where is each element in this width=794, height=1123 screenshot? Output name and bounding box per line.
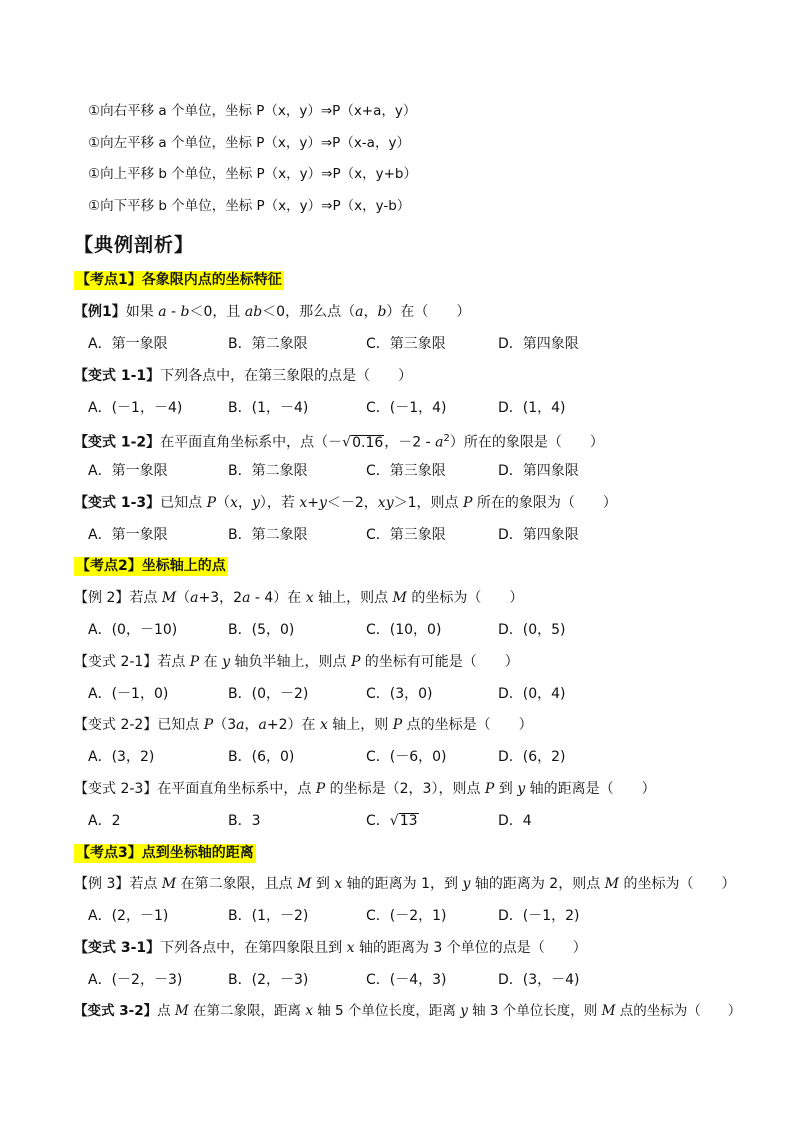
q-text: ）所在的象限是（ ） <box>449 434 604 451</box>
option-d[interactable]: D．第四象限 <box>498 527 579 543</box>
q-text: 轴的距离是（ ） <box>525 781 656 797</box>
topic-1-heading <box>74 270 284 290</box>
option-b[interactable]: B．第二象限 <box>228 463 308 479</box>
q-text: 已知点 <box>160 495 207 511</box>
option-d[interactable]: D．(0，4) <box>498 686 566 702</box>
example-1-options <box>88 334 728 354</box>
q-var: a <box>355 304 364 320</box>
variant-3-1-label: 【变式 3-1】 <box>74 940 161 956</box>
q-text: 若点 <box>129 876 162 892</box>
q-text: ＜0，那么点（ <box>262 304 356 320</box>
q-var: M <box>601 1003 616 1019</box>
q-text: 的坐标有可能是（ ） <box>360 654 519 670</box>
option-b[interactable]: B．3 <box>228 813 261 829</box>
q-text: - 4）在 <box>250 590 306 606</box>
q-text: 轴上，则 <box>327 717 393 733</box>
q-var: M <box>161 876 177 892</box>
sqrt-radicand: 13 <box>399 813 418 829</box>
q-var: x <box>305 1003 313 1019</box>
q-var: P <box>189 654 200 670</box>
option-a[interactable]: A．第一象限 <box>88 463 168 479</box>
option-a[interactable]: A．(2，－1) <box>88 908 169 924</box>
variant-1-3-options <box>88 525 728 545</box>
variant-3-1-question <box>74 938 587 958</box>
sqrt-sign: √ <box>389 813 399 829</box>
q-var: a <box>236 717 245 733</box>
option-d[interactable]: D．(6，2) <box>498 749 566 765</box>
option-d[interactable]: D．第四象限 <box>498 463 579 479</box>
q-var: x <box>305 590 314 606</box>
q-text: 如果 <box>125 304 159 320</box>
example-2-question <box>74 588 523 608</box>
q-var: a <box>158 304 167 320</box>
q-text: 点的坐标为（ ） <box>615 1003 742 1019</box>
q-text: 点的坐标是（ ） <box>402 717 533 733</box>
example-3-question <box>74 874 735 894</box>
q-text: 下列各点中，在第三象限的点是（ ） <box>160 368 413 384</box>
q-var: x <box>319 717 328 733</box>
q-text: ），若 <box>259 495 300 511</box>
q-var: x <box>230 495 238 511</box>
option-c[interactable] <box>366 811 419 831</box>
variant-2-3-label: 【变式 2-3】 <box>74 781 158 797</box>
q-var: y <box>460 1003 468 1019</box>
option-a[interactable]: A．(－2，－3) <box>88 972 183 988</box>
option-c[interactable]: C．第三象限 <box>366 527 446 543</box>
variant-1-2-label: 【变式 1-2】 <box>74 434 161 451</box>
q-text: ＜0，且 <box>189 304 245 320</box>
variant-1-2-question <box>74 429 604 453</box>
q-var: a <box>242 590 251 606</box>
rule-up: ①向上平移 b 个单位，坐标 P（x，y）⇒P（x，y+b） <box>88 166 417 182</box>
example-3-options <box>88 906 728 926</box>
option-b[interactable]: B．(5，0) <box>228 622 295 638</box>
q-text: 的坐标为（ ） <box>619 876 736 892</box>
topic-3-label: 【考点3】点到坐标轴的距离 <box>76 845 254 861</box>
option-b[interactable]: B．(6，0) <box>228 749 295 765</box>
q-var: x <box>334 876 343 892</box>
q-var: y <box>251 495 260 511</box>
q-text: 到 <box>311 876 335 892</box>
option-b[interactable]: B．(2，－3) <box>228 972 309 988</box>
q-var: P <box>315 781 326 797</box>
variant-2-2-label: 【变式 2-2】 <box>74 717 158 733</box>
q-text: - <box>166 304 181 320</box>
option-d[interactable]: D．4 <box>498 813 532 829</box>
q-text: 轴 3 个单位长度，则 <box>467 1003 602 1019</box>
q-text: 在第二象限，距离 <box>188 1003 306 1019</box>
q-text: 轴负半轴上，则点 <box>230 654 351 670</box>
variant-3-2-label: 【变式 3-2】 <box>74 1003 158 1019</box>
q-var: ab <box>244 304 263 320</box>
option-c[interactable]: C．第三象限 <box>366 463 446 479</box>
q-text: 的坐标是（2，3），则点 <box>325 781 485 797</box>
q-text: ）在（ ） <box>386 304 471 320</box>
option-a[interactable]: A．2 <box>88 813 121 829</box>
option-b[interactable]: B．(0，－2) <box>228 686 309 702</box>
q-var: P <box>206 495 217 511</box>
q-exponent: 2 <box>443 433 450 444</box>
q-text: 轴的距离为 2，则点 <box>470 876 605 892</box>
example-2-label: 【例 2】 <box>74 590 130 606</box>
q-text: 若点 <box>157 654 190 670</box>
q-text: 在平面直角坐标系中，点（－ <box>160 434 343 451</box>
q-var: xy <box>377 495 394 511</box>
q-text: ＜－2， <box>326 495 378 511</box>
variant-1-1-label: 【变式 1-1】 <box>74 368 161 384</box>
variant-1-1-question <box>74 366 412 386</box>
q-var: P <box>350 654 361 670</box>
option-c[interactable]: C．(－6，0) <box>366 749 447 765</box>
option-c[interactable]: C．(10，0) <box>366 622 442 638</box>
q-var: P <box>462 495 473 511</box>
option-c[interactable]: C．(3，0) <box>366 686 433 702</box>
q-text: 若点 <box>129 590 162 606</box>
q-text: ， <box>237 495 252 511</box>
q-var: x <box>346 940 355 956</box>
q-text: 轴的距离为 3 个单位的点是（ ） <box>354 940 587 956</box>
q-text: ，－2 - <box>384 434 436 451</box>
rule-down: ①向下平移 b 个单位，坐标 P（x，y）⇒P（x，y-b） <box>88 198 411 214</box>
option-d[interactable]: D．(1，4) <box>498 400 566 416</box>
q-text: 所在的象限为（ ） <box>472 495 617 511</box>
q-text: +3，2 <box>198 590 243 606</box>
q-var: b <box>377 304 387 320</box>
q-text: ， <box>244 717 259 733</box>
option-d[interactable]: D．第四象限 <box>498 336 579 352</box>
topic-1-label: 【考点1】各象限内点的坐标特征 <box>76 272 282 288</box>
q-text: 点 <box>157 1003 175 1019</box>
variant-2-1-label: 【变式 2-1】 <box>74 654 158 670</box>
q-var: a <box>258 717 267 733</box>
q-var: x+y <box>299 495 327 511</box>
q-var: y <box>222 654 231 670</box>
q-var: P <box>392 717 403 733</box>
variant-2-1-options <box>88 684 728 704</box>
q-text: ＞1，则点 <box>393 495 463 511</box>
q-text: 轴的距离为 1，到 <box>342 876 463 892</box>
variant-3-1-options <box>88 970 728 990</box>
rule-right: ①向右平移 a 个单位，坐标 P（x，y）⇒P（x+a，y） <box>88 103 417 119</box>
q-text: （ <box>216 495 231 511</box>
variant-2-3-options <box>88 811 728 831</box>
q-text: （ <box>176 590 191 606</box>
q-var: M <box>161 590 177 606</box>
variant-2-2-options <box>88 747 728 767</box>
q-text: 在第二象限，且点 <box>176 876 298 892</box>
variant-2-3-question <box>74 779 656 799</box>
q-text: +2）在 <box>266 717 320 733</box>
q-var: M <box>392 590 407 606</box>
option-d[interactable]: D．(－1，2) <box>498 908 580 924</box>
q-text: ， <box>363 304 378 320</box>
option-c[interactable]: C．(－4，3) <box>366 972 447 988</box>
option-a[interactable]: A．(0，－10) <box>88 622 178 638</box>
q-var: y <box>517 781 526 797</box>
option-d[interactable]: D．(3，－4) <box>498 972 580 988</box>
topic-2-heading <box>74 556 228 576</box>
option-d[interactable]: D．(0，5) <box>498 622 566 638</box>
option-a[interactable]: A．第一象限 <box>88 336 168 352</box>
variant-2-1-question <box>74 652 519 672</box>
sqrt-radicand: 0.16 <box>352 434 384 451</box>
q-var: M <box>604 876 620 892</box>
option-b[interactable]: B．第二象限 <box>228 527 308 543</box>
q-text: （3 <box>213 717 237 733</box>
variant-3-2-question <box>74 1001 741 1021</box>
example-2-options <box>88 620 728 640</box>
variant-1-3-label: 【变式 1-3】 <box>74 495 161 511</box>
variant-1-2-options <box>88 461 728 481</box>
q-text: 下列各点中，在第四象限且到 <box>160 940 347 956</box>
variant-1-1-options <box>88 398 728 418</box>
q-var: P <box>484 781 495 797</box>
q-var: a <box>435 434 444 451</box>
q-text: 在平面直角坐标系中，点 <box>157 781 316 797</box>
topic-2-label: 【考点2】坐标轴上的点 <box>76 558 226 574</box>
q-var: M <box>297 876 312 892</box>
sqrt-sign: √ <box>342 434 352 451</box>
q-text: 已知点 <box>157 717 204 733</box>
q-text: 轴上，则点 <box>313 590 393 606</box>
option-b[interactable]: B．第二象限 <box>228 336 308 352</box>
option-c[interactable]: C．第三象限 <box>366 336 446 352</box>
option-b[interactable]: B．(1，－4) <box>228 400 309 416</box>
q-text: 在 <box>199 654 223 670</box>
q-text: 轴 5 个单位长度，距离 <box>312 1003 461 1019</box>
option-a[interactable]: A．(－1，0) <box>88 686 169 702</box>
option-a[interactable]: A．第一象限 <box>88 527 168 543</box>
example-3-label: 【例 3】 <box>74 876 130 892</box>
q-text: 到 <box>494 781 518 797</box>
option-c[interactable]: C．(－2，1) <box>366 908 447 924</box>
option-b[interactable]: B．(1，－2) <box>228 908 309 924</box>
example-1-question <box>74 302 470 322</box>
q-var: a <box>190 590 199 606</box>
rule-left: ①向左平移 a 个单位，坐标 P（x，y）⇒P（x-a，y） <box>88 135 410 151</box>
q-var: M <box>174 1003 189 1019</box>
q-var: b <box>180 304 190 320</box>
q-text: 的坐标为（ ） <box>406 590 524 606</box>
example-1-label: 【例1】 <box>74 304 126 320</box>
option-c[interactable]: C．(－1，4) <box>366 400 447 416</box>
q-var: P <box>203 717 214 733</box>
variant-2-2-question <box>74 715 533 735</box>
option-a[interactable]: A．(－1，－4) <box>88 400 183 416</box>
q-var: y <box>462 876 471 892</box>
variant-1-3-question <box>74 493 617 513</box>
topic-3-heading <box>74 843 256 863</box>
option-c-label: C． <box>366 813 390 829</box>
option-a[interactable]: A．(3，2) <box>88 749 155 765</box>
section-title: 【典例剖析】 <box>74 234 195 256</box>
